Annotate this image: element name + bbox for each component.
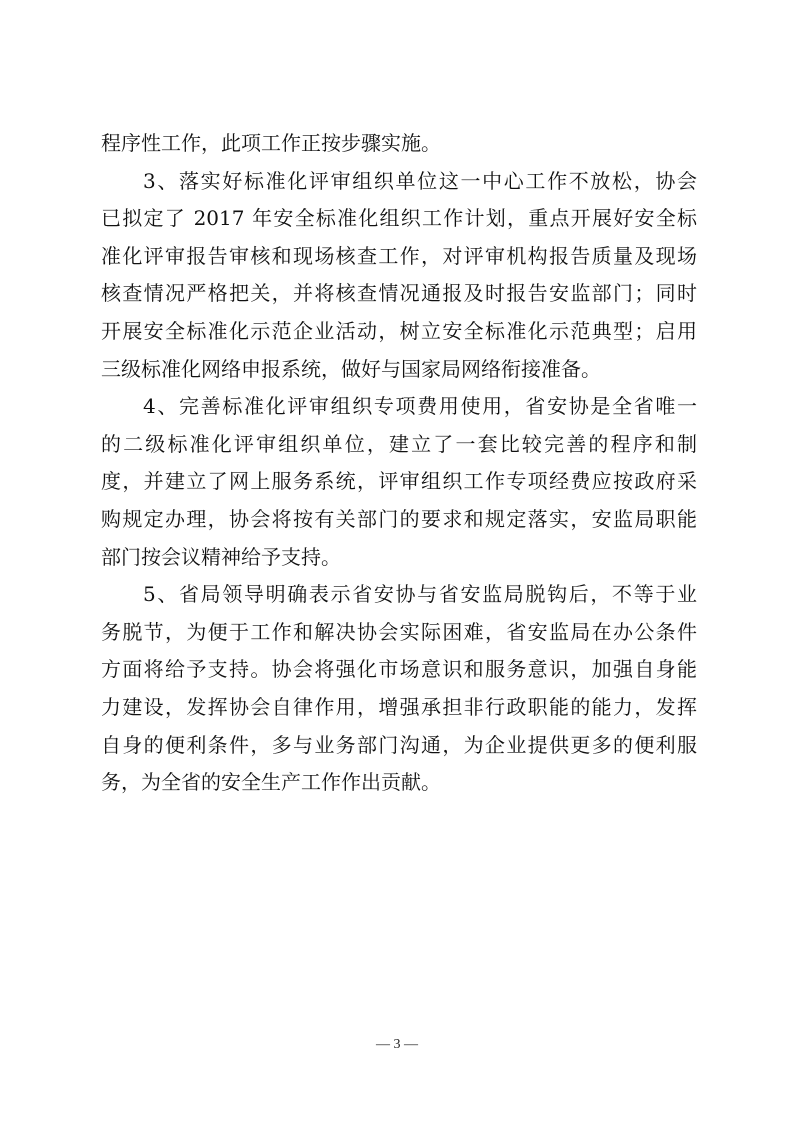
text-line: 程序性工作，此项工作正按步骤实施。 [101, 131, 441, 155]
text-line: 力建设，发挥协会自律作用，增强承担非行政职能的能力，发挥 [101, 694, 697, 719]
text-line: 核查情况严格把关，并将核查情况通报及时报告安监部门；同时 [101, 281, 697, 306]
text-line: 已拟定了 2017 年安全标准化组织工作计划，重点开展好安全标 [101, 206, 697, 231]
text-line: 自身的便利条件，多与业务部门沟通，为企业提供更多的便利服 [101, 732, 697, 757]
text-line: 3、落实好标准化评审组织单位这一中心工作不放松，协会 [143, 168, 697, 193]
text-line: 部门按会议精神给予支持。 [101, 544, 341, 569]
text-line: 5、省局领导明确表示省安协与省安监局脱钩后，不等于业 [143, 582, 697, 607]
text-line: 4、完善标准化评审组织专项费用使用，省安协是全省唯一 [143, 394, 697, 419]
text-line: 务，为全省的安全生产工作作出贡献。 [101, 770, 441, 795]
body-text [101, 125, 697, 802]
text-line: 开展安全标准化示范企业活动，树立安全标准化示范典型；启用 [101, 318, 697, 343]
text-line: 的二级标准化评审组织单位，建立了一套比较完善的程序和制 [101, 431, 697, 456]
page-number: — 3 — [376, 1037, 418, 1052]
text-line: 方面将给予支持。协会将强化市场意识和服务意识，加强自身能 [101, 657, 697, 682]
text-line: 购规定办理，协会将按有关部门的要求和规定落实，安监局职能 [101, 506, 697, 531]
text-line: 度，并建立了网上服务系统，评审组织工作专项经费应按政府采 [101, 469, 697, 494]
text-line: 三级标准化网络申报系统，做好与国家局网络衔接准备。 [101, 356, 601, 381]
text-line: 务脱节，为便于工作和解决协会实际困难，省安监局在办公条件 [101, 619, 697, 644]
text-line: 准化评审报告审核和现场核查工作，对评审机构报告质量及现场 [101, 243, 697, 268]
